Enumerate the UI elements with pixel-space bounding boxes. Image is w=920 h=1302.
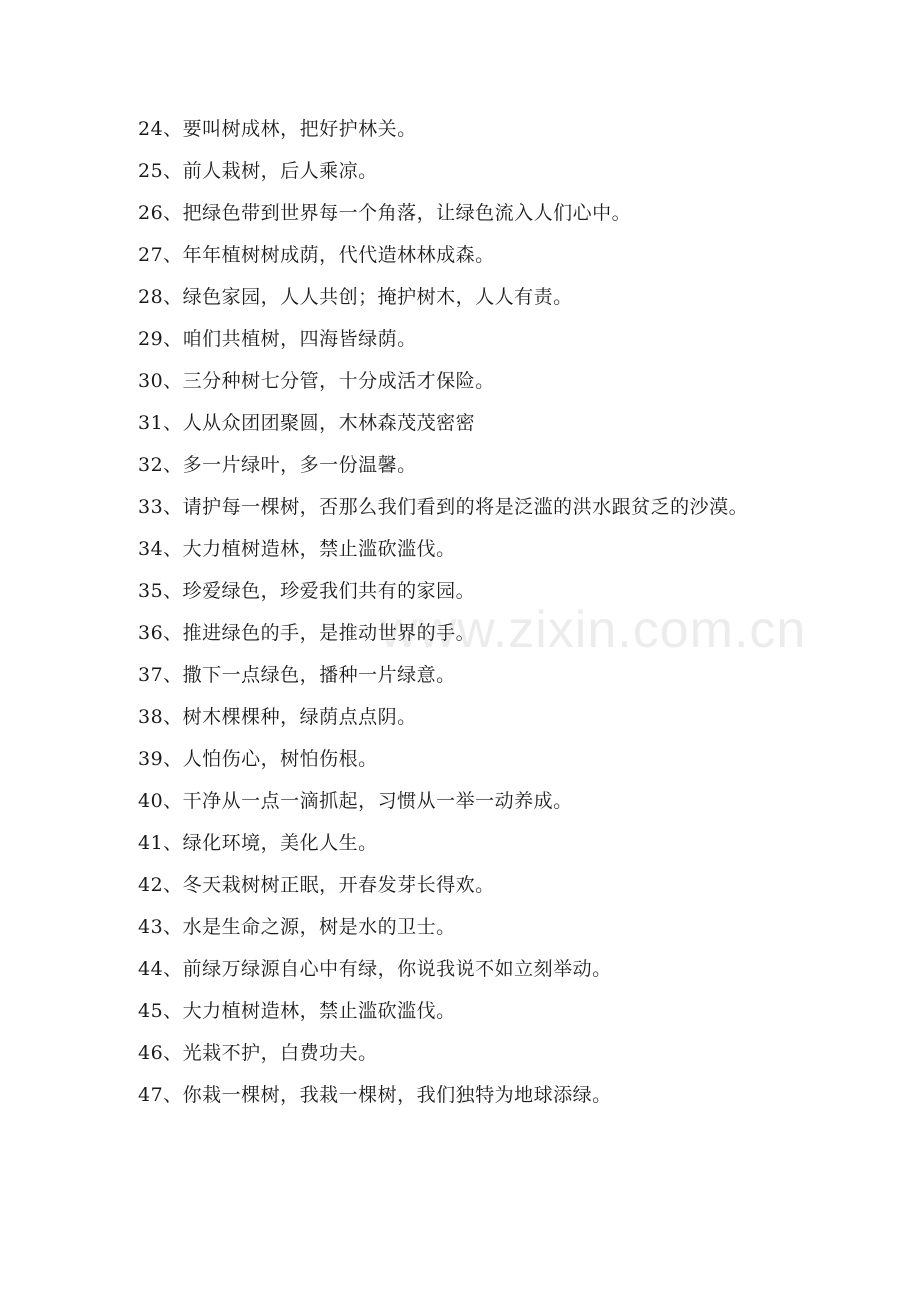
watermark: www.zixin.com.cn: [380, 601, 807, 659]
slogan-35: 35、珍爱绿色，珍爱我们共有的家园。: [138, 580, 476, 602]
slogan-32: 32、多一片绿叶，多一份温馨。: [138, 454, 417, 476]
slogan-47: 47、你栽一棵树，我栽一棵树，我们独特为地球添绿。: [138, 1084, 612, 1106]
slogan-40: 40、干净从一点一滴抓起，习惯从一举一动养成。: [138, 790, 573, 812]
slogan-29: 29、咱们共植树，四海皆绿荫。: [138, 328, 417, 350]
slogan-44: 44、前绿万绿源自心中有绿，你说我说不如立刻举动。: [138, 958, 612, 980]
slogan-42: 42、冬天栽树树正眠，开春发芽长得欢。: [138, 874, 495, 896]
slogan-38: 38、树木棵棵种，绿荫点点阴。: [138, 706, 417, 728]
slogan-45: 45、大力植树造林，禁止滥砍滥伐。: [138, 1000, 456, 1022]
slogan-43: 43、水是生命之源，树是水的卫士。: [138, 916, 456, 938]
slogan-26: 26、把绿色带到世界每一个角落，让绿色流入人们心中。: [138, 202, 632, 224]
slogan-25: 25、前人栽树，后人乘凉。: [138, 160, 378, 182]
slogan-30: 30、三分种树七分管，十分成活才保险。: [138, 370, 495, 392]
slogan-27: 27、年年植树树成荫，代代造林林成森。: [138, 244, 495, 266]
slogan-31: 31、人从众团团聚圆，木林森茂茂密密: [138, 412, 476, 434]
slogan-46: 46、光栽不护，白费功夫。: [138, 1042, 378, 1064]
slogan-28: 28、绿色家园，人人共创；掩护树木，人人有责。: [138, 286, 573, 308]
slogan-39: 39、人怕伤心，树怕伤根。: [138, 748, 378, 770]
slogan-37: 37、撒下一点绿色，播种一片绿意。: [138, 664, 456, 686]
slogan-36: 36、推进绿色的手，是推动世界的手。: [138, 622, 476, 644]
slogan-24: 24、要叫树成林，把好护林关。: [138, 118, 417, 140]
slogan-41: 41、绿化环境，美化人生。: [138, 832, 378, 854]
slogan-33: 33、请护每一棵树，否那么我们看到的将是泛滥的洪水跟贫乏的沙漠。: [138, 496, 749, 518]
slogan-34: 34、大力植树造林，禁止滥砍滥伐。: [138, 538, 456, 560]
